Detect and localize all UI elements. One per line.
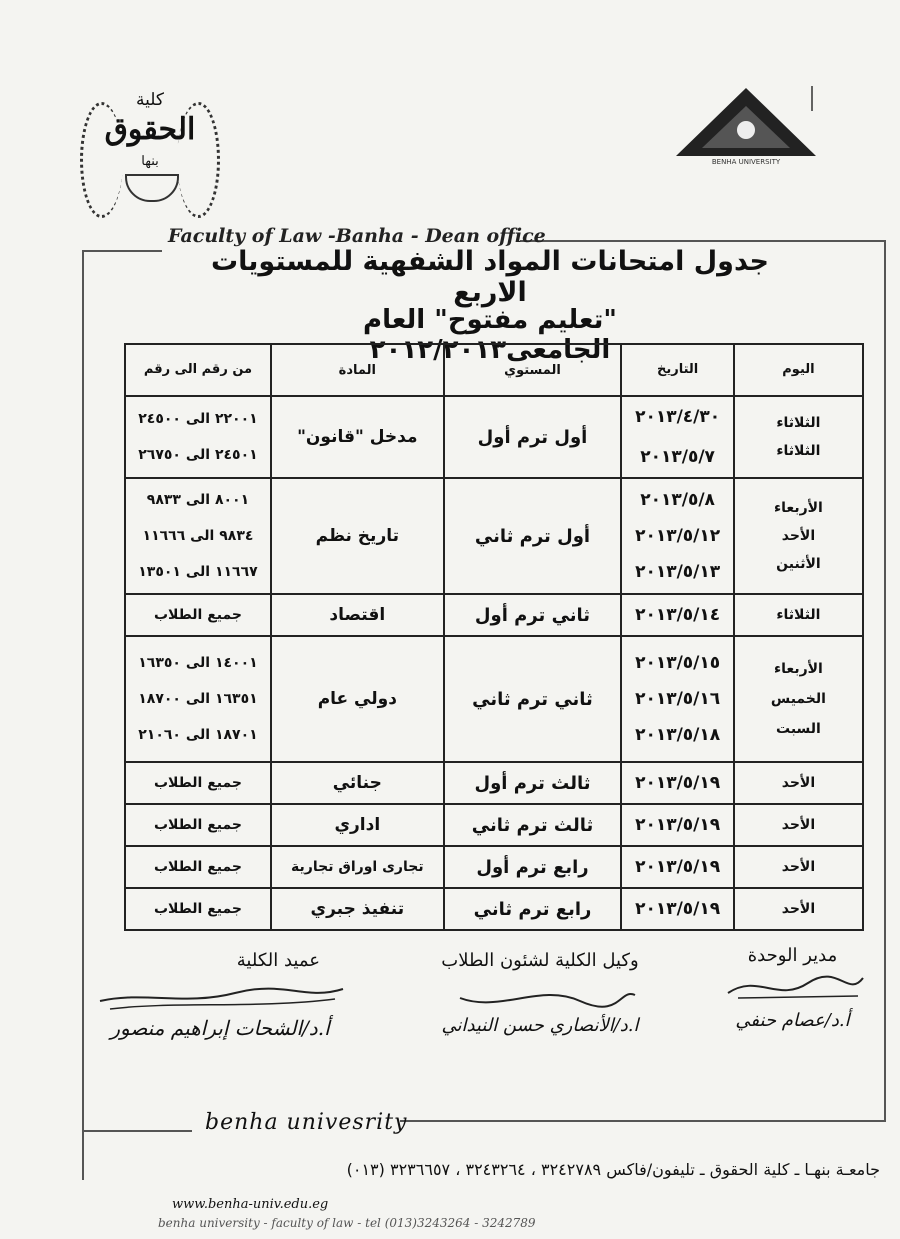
handwritten-signature: [718, 968, 868, 1008]
day-cell: الأحد: [734, 846, 863, 888]
date-cell: ٢٠١٣/٥/٨ ٢٠١٣/٥/١٢ ٢٠١٣/٥/١٣: [621, 478, 734, 594]
range-cell: ١٤٠٠١ الى ١٦٣٥٠ ١٦٣٥١ الى ١٨٧٠٠ ١٨٧٠١ الى ٢١٠٦٠: [125, 636, 271, 762]
header-range: من رقم الى رقم: [125, 344, 271, 396]
subject-cell: اداري: [271, 804, 444, 846]
university-name: benha univesrity: [205, 1110, 408, 1135]
unit-manager-name: أ.د/عصام حنفي: [735, 1010, 850, 1031]
range-cell: ٢٢٠٠١ الى ٢٤٥٠٠ ٢٤٥٠١ الى ٢٦٧٥٠: [125, 396, 271, 478]
dean-office-label: Faculty of Law -Banha - Dean office: [168, 225, 546, 247]
date-cell: ٢٠١٣/٥/١٥ ٢٠١٣/٥/١٦ ٢٠١٣/٥/١٨: [621, 636, 734, 762]
date-cell: ٢٠١٣/٥/١٩: [621, 888, 734, 930]
subject-cell: جنائي: [271, 762, 444, 804]
table-header-row: [125, 344, 863, 396]
handwritten-signature: [95, 971, 345, 1016]
table-row: [125, 846, 863, 888]
date-cell: ٢٠١٣/٤/٣٠ ٢٠١٣/٥/٧: [621, 396, 734, 478]
handwritten-signature: [440, 973, 640, 1013]
table-row: [125, 888, 863, 930]
header-level: المستوي: [444, 344, 622, 396]
day-cell: الثلاثاء الثلاثاء: [734, 396, 863, 478]
subject-cell: تنفيذ جبري: [271, 888, 444, 930]
level-cell: رابع ترم ثاني: [444, 888, 622, 930]
header-date: التاريخ: [621, 344, 734, 396]
frame-top: [82, 250, 162, 252]
page-subtitle: "تعليم مفتوح" العام الجامعى٢٠١٢/٢٠١٣: [363, 305, 617, 365]
subject-cell: دولي عام: [271, 636, 444, 762]
header-subject: المادة: [271, 344, 444, 396]
day-cell: الثلاثاء: [734, 594, 863, 636]
vice-dean-name: ا.د/الأنصاري حسن النيداني: [441, 1015, 639, 1036]
range-cell: ٨٠٠١ الى ٩٨٣٣ ٩٨٣٤ الى ١١٦٦٦ ١١٦٦٧ الى ١٣٥٠١: [125, 478, 271, 594]
faculty-of-law-logo: كلية الحقوق بنها: [75, 82, 225, 227]
subject-cell: تجارى اوراق تجارية: [271, 846, 444, 888]
level-cell: ثالث ترم ثاني: [444, 804, 622, 846]
signature-dean: [90, 950, 350, 1040]
range-cell: جميع الطلاب: [125, 846, 271, 888]
range-cell: جميع الطلاب: [125, 594, 271, 636]
frame-bottom-left: [82, 1130, 192, 1132]
range-cell: جميع الطلاب: [125, 804, 271, 846]
svg-text:BENHA UNIVERSITY: BENHA UNIVERSITY: [711, 158, 781, 166]
day-cell: الأربعاء الأحد الأثنين: [734, 478, 863, 594]
table-row: [125, 804, 863, 846]
date-cell: ٢٠١٣/٥/١٤: [621, 594, 734, 636]
signature-vice-dean: [410, 950, 670, 1036]
exam-schedule-table: [124, 343, 864, 931]
date-cell: ٢٠١٣/٥/١٩: [621, 804, 734, 846]
date-cell: ٢٠١٣/٥/١٩: [621, 846, 734, 888]
unit-manager-title: مدير الوحدة: [747, 945, 838, 966]
frame-top-right: [520, 240, 886, 242]
level-cell: رابع ترم أول: [444, 846, 622, 888]
frame-left: [82, 250, 84, 1180]
table-row: [125, 636, 863, 762]
level-cell: أول ترم أول: [444, 396, 622, 478]
table-row: [125, 478, 863, 594]
vice-dean-title: وكيل الكلية لشئون الطلاب: [441, 950, 639, 971]
header-day: اليوم: [734, 344, 863, 396]
table-row: [125, 594, 863, 636]
level-cell: أول ترم ثاني: [444, 478, 622, 594]
table-row: [125, 762, 863, 804]
range-cell: جميع الطلاب: [125, 888, 271, 930]
date-cell: ٢٠١٣/٥/١٩: [621, 762, 734, 804]
level-cell: ثالث ترم أول: [444, 762, 622, 804]
dean-name: أ.د/الشحات إبراهيم منصور: [110, 1016, 330, 1040]
subject-cell: تاريخ نظم: [271, 478, 444, 594]
frame-right: [884, 240, 886, 1120]
level-cell: ثاني ترم ثاني: [444, 636, 622, 762]
dean-title: عميد الكلية: [236, 950, 320, 971]
level-cell: ثاني ترم أول: [444, 594, 622, 636]
day-cell: الأحد: [734, 762, 863, 804]
table-row: [125, 396, 863, 478]
subject-cell: اقتصاد: [271, 594, 444, 636]
day-cell: الأربعاء الخميس السبت: [734, 636, 863, 762]
range-cell: جميع الطلاب: [125, 762, 271, 804]
benha-university-logo: [672, 86, 820, 166]
day-cell: الأحد: [734, 888, 863, 930]
page-title: جدول امتحانات المواد الشفهية للمستويات الاربع: [210, 246, 769, 308]
scales-icon: [125, 174, 179, 202]
frame-bottom-right: [400, 1120, 886, 1122]
contact-line: benha university - faculty of law - tel (013)3243264 - 3242789: [158, 1216, 536, 1230]
subject-cell: مدخل "قانون": [271, 396, 444, 478]
day-cell: الأحد: [734, 804, 863, 846]
website-link[interactable]: www.benha-univ.edu.eg: [172, 1197, 329, 1212]
signature-unit-manager: [705, 945, 880, 1031]
address-line: جامعـة بنهـا ـ كلية الحقوق ـ تليفون/فاكس ٣٢٤٢٧٨٩ ، ٣٢٤٣٢٦٤ ، ٣٢٣٦٦٥٧ (٠١٣): [346, 1160, 880, 1179]
